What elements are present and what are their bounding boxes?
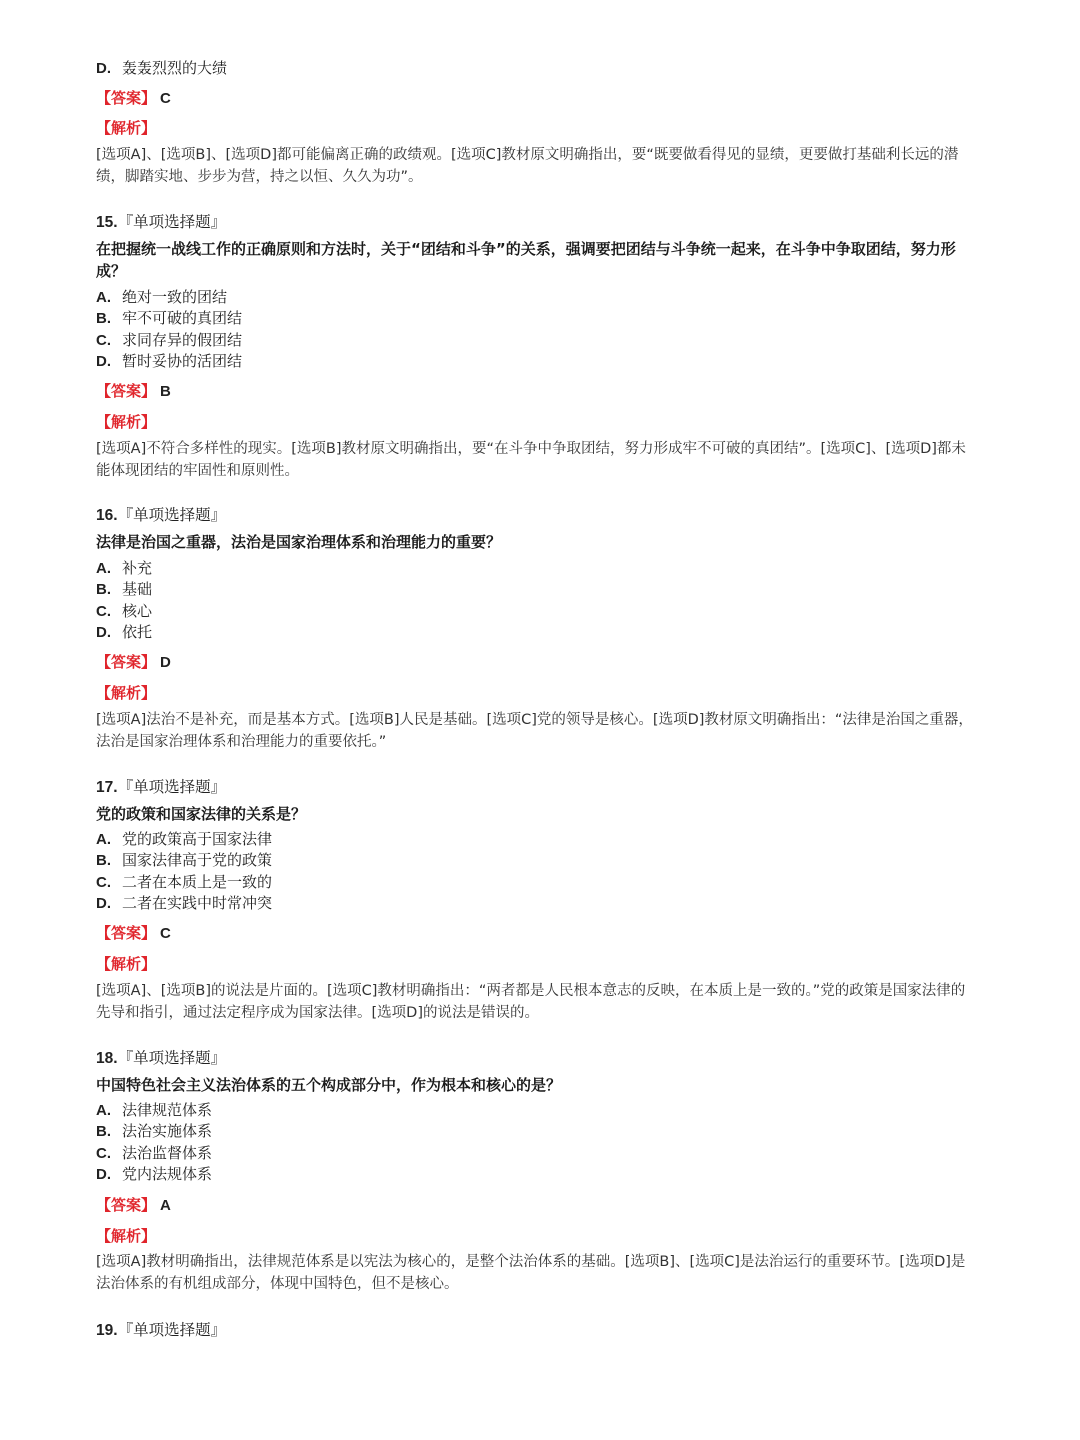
analysis-text: [选项A]、[选项B]的说法是片面的。[选项C]教材明确指出：“两者都是人民根本意志的反映，在本质上是一致的。”党的政策是国家法律的先导和指引，通过法定程序成为国家法律。[选项D]的说法是错误的。: [96, 983, 966, 1021]
option-text: 求同存异的假团结: [122, 331, 243, 349]
analysis-heading: [96, 683, 156, 703]
question-stem: 在把握统一战线工作的正确原则和方法时，关于“团结和斗争”的关系，强调要把团结与斗争统一起来，在斗争中争取团结，努力形成？: [96, 240, 956, 280]
question-type: 『单项选择题』: [117, 506, 227, 524]
option-a: [96, 558, 152, 579]
option-letter: C.: [96, 603, 111, 620]
question-number: 18.: [96, 1050, 118, 1067]
answer-line: [96, 88, 171, 109]
option-text: 国家法律高于党的政策: [122, 851, 273, 869]
question-header: [96, 777, 226, 798]
option-letter: B.: [96, 852, 111, 869]
option-letter: C.: [96, 332, 111, 349]
option-a: [96, 1100, 212, 1121]
option-d: [96, 893, 272, 914]
answer-line: [96, 381, 171, 402]
question-number: 15.: [96, 214, 118, 231]
answer-value: B: [160, 383, 171, 400]
option-c: [96, 330, 242, 351]
analysis-heading: [96, 1226, 156, 1246]
option-letter: C.: [96, 874, 111, 891]
option-c: [96, 872, 272, 893]
option-letter: B.: [96, 1123, 111, 1140]
option-text: 二者在本质上是一致的: [122, 873, 273, 891]
option-b: [96, 850, 272, 871]
question-type: 『单项选择题』: [117, 213, 227, 231]
answer-value: D: [160, 654, 171, 671]
question-type: 『单项选择题』: [117, 1049, 227, 1067]
question-number: 17.: [96, 779, 118, 796]
answer-label: 【答案】: [96, 924, 157, 942]
option-letter: D.: [96, 1166, 111, 1183]
question-stem: 中国特色社会主义法治体系的五个构成部分中，作为根本和核心的是？: [96, 1076, 562, 1094]
question-number: 16.: [96, 507, 118, 524]
analysis-label: 【解析】: [96, 955, 157, 973]
option-letter: D.: [96, 353, 111, 370]
option-c: [96, 601, 152, 622]
analysis-heading: [96, 412, 156, 432]
option-text: 轰轰烈烈的大绩: [122, 59, 228, 77]
option-letter: B.: [96, 310, 111, 327]
option-text: 核心: [122, 602, 153, 620]
option-a: [96, 287, 227, 308]
option-letter: D.: [96, 60, 111, 77]
option-letter: D.: [96, 624, 111, 641]
question-header: [96, 1320, 226, 1341]
option-a: [96, 829, 272, 850]
analysis-heading: [96, 954, 156, 974]
option-letter: D.: [96, 895, 111, 912]
option-text: 党内法规体系: [122, 1165, 213, 1183]
answer-value: C: [160, 925, 171, 942]
option-letter: A.: [96, 289, 111, 306]
analysis-label: 【解析】: [96, 413, 157, 431]
option-text: 暂时妥协的活团结: [122, 352, 243, 370]
option-text: 二者在实践中时常冲突: [122, 894, 273, 912]
question-number: 19.: [96, 1322, 118, 1339]
question-type: 『单项选择题』: [117, 1321, 227, 1339]
question-header: [96, 1048, 226, 1069]
question-stem: 党的政策和国家法律的关系是？: [96, 805, 307, 823]
option-d: [96, 351, 242, 372]
option-d: [96, 1164, 212, 1185]
answer-label: 【答案】: [96, 653, 157, 671]
answer-line: [96, 923, 171, 944]
analysis-text: [选项A]教材明确指出，法律规范体系是以宪法为核心的，是整个法治体系的基础。[选项B]、[选项C]是法治运行的重要环节。[选项D]是法治体系的有机组成部分，体现中国特色，但不是核心。: [96, 1254, 966, 1292]
answer-line: [96, 652, 171, 673]
option-b: [96, 1121, 212, 1142]
analysis-label: 【解析】: [96, 1227, 157, 1245]
option-letter: A.: [96, 560, 111, 577]
question-type: 『单项选择题』: [117, 778, 227, 796]
answer-label: 【答案】: [96, 382, 157, 400]
option-c: [96, 1143, 212, 1164]
analysis-text: [选项A]不符合多样性的现实。[选项B]教材原文明确指出，要“在斗争中争取团结，努力形成牢不可破的真团结”。[选项C]、[选项D]都未能体现团结的牢固性和原则性。: [96, 441, 966, 479]
option-letter: A.: [96, 831, 111, 848]
option-text: 法治监督体系: [122, 1144, 213, 1162]
option-letter: C.: [96, 1145, 111, 1162]
analysis-label: 【解析】: [96, 684, 157, 702]
option-letter: B.: [96, 581, 111, 598]
analysis-label: 【解析】: [96, 119, 157, 137]
option-text: 牢不可破的真团结: [122, 309, 243, 327]
answer-value: A: [160, 1197, 171, 1214]
answer-label: 【答案】: [96, 1196, 157, 1214]
analysis-heading: [96, 118, 156, 138]
option-text: 绝对一致的团结: [122, 288, 228, 306]
option-b: [96, 308, 242, 329]
question-header: [96, 212, 226, 233]
answer-label: 【答案】: [96, 89, 157, 107]
question-stem: 法律是治国之重器，法治是国家治理体系和治理能力的重要？: [96, 533, 502, 551]
option-text: 依托: [122, 623, 153, 641]
option-b: [96, 579, 152, 600]
option-letter: A.: [96, 1102, 111, 1119]
option-text: 党的政策高于国家法律: [122, 830, 273, 848]
answer-value: C: [160, 90, 171, 107]
option-d: [96, 622, 152, 643]
option-text: 法律规范体系: [122, 1101, 213, 1119]
question-header: [96, 505, 226, 526]
option-d: [96, 58, 227, 79]
analysis-text: [选项A]、[选项B]、[选项D]都可能偏离正确的政绩观。[选项C]教材原文明确指出，要“既要做看得见的显绩，更要做打基础利长远的潜绩，脚踏实地、步步为营，持之以恒、久久为功”。: [96, 147, 959, 185]
analysis-text: [选项A]法治不是补充，而是基本方式。[选项B]人民是基础。[选项C]党的领导是核心。[选项D]教材原文明确指出：“法律是治国之重器，法治是国家治理体系和治理能力的重要依托。”: [96, 712, 973, 750]
option-text: 基础: [122, 580, 153, 598]
answer-line: [96, 1195, 171, 1216]
option-text: 补充: [122, 559, 153, 577]
option-text: 法治实施体系: [122, 1122, 213, 1140]
